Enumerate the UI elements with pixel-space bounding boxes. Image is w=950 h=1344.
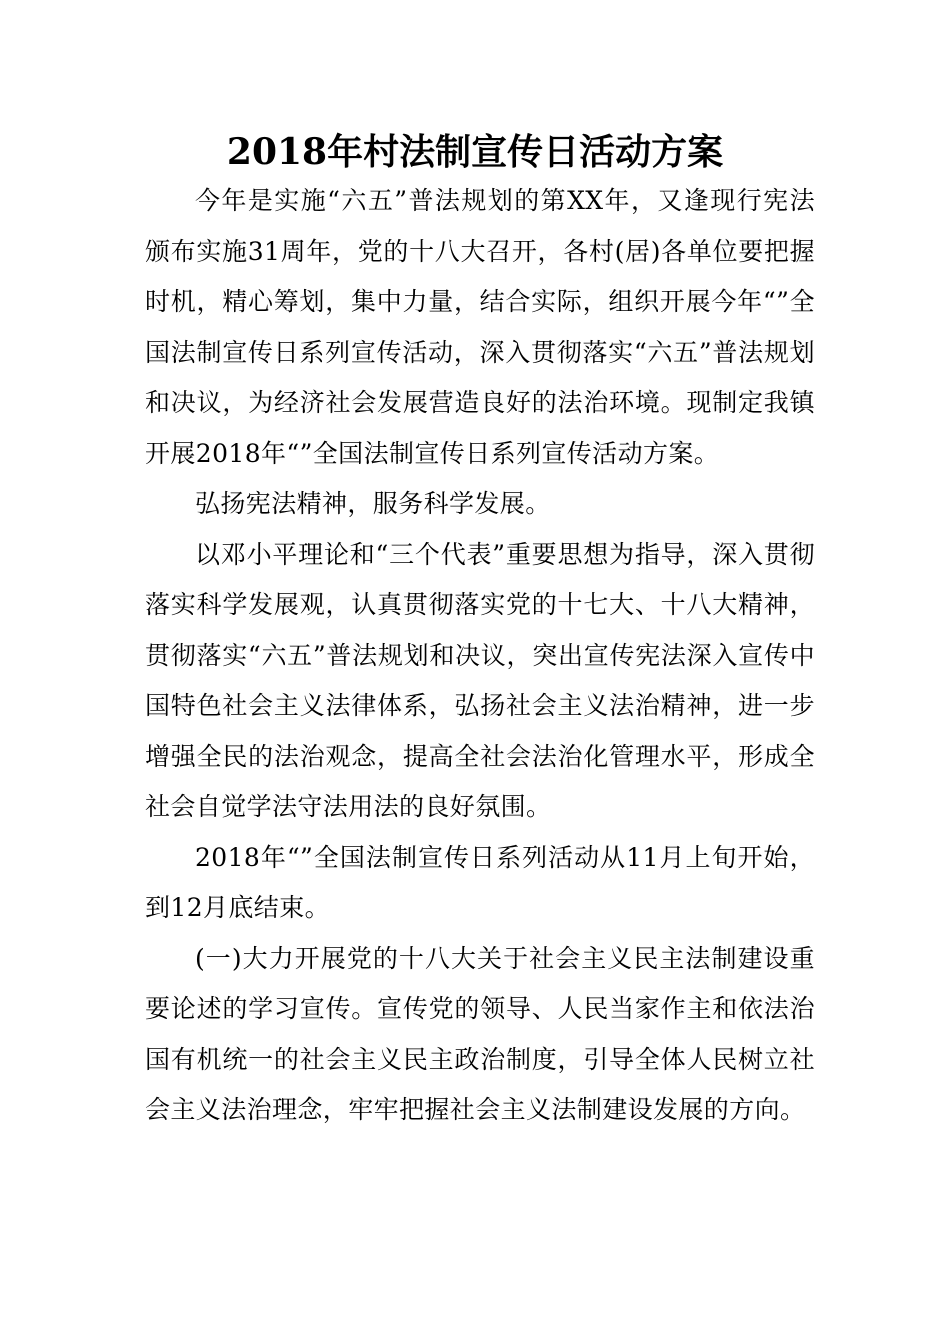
paragraph-intro: 今年是实施“六五”普法规划的第XX年，又逢现行宪法颁布实施31周年，党的十八大召开，各村(居)各单位要把握时机，精心筹划，集中力量，结合实际，组织开展今年“”全国法制宣传日系列宣传活动，深入贯彻落实“六五”普法规划和决议，为经济社会发展营造良好的法治环境。现制定我镇开展2018年“”全国法制宣传日系列宣传活动方案。 [145,186,815,468]
paragraph-theme: 弘扬宪法精神，服务科学发展。 [195,489,551,518]
document-title: 2018年村法制宣传日活动方案 [226,131,724,173]
paragraph-guiding-ideology: 以邓小平理论和“三个代表”重要思想为指导，深入贯彻落实科学发展观，认真贯彻落实党的十七大、十八大精神，贯彻落实“六五”普法规划和决议，突出宣传宪法深入宣传中国特色社会主义法律体系，弘扬社会主义法治精神，进一步增强全民的法治观念，提高全社会法治化管理水平，形成全社会自觉学法守法用法的良好氛围。 [145,539,815,821]
paragraph-item-one: (一)大力开展党的十八大关于社会主义民主法制建设重要论述的学习宣传。宣传党的领导、人民当家作主和依法治国有机统一的社会主义民主政治制度，引导全体人民树立社会主义法治理念，牢牢把握社会主义法制建设发展的方向。 [145,943,815,1124]
paragraph-schedule: 2018年“”全国法制宣传日系列活动从11月上旬开始，到12月底结束。 [145,842,815,922]
document-body [145,176,815,1136]
